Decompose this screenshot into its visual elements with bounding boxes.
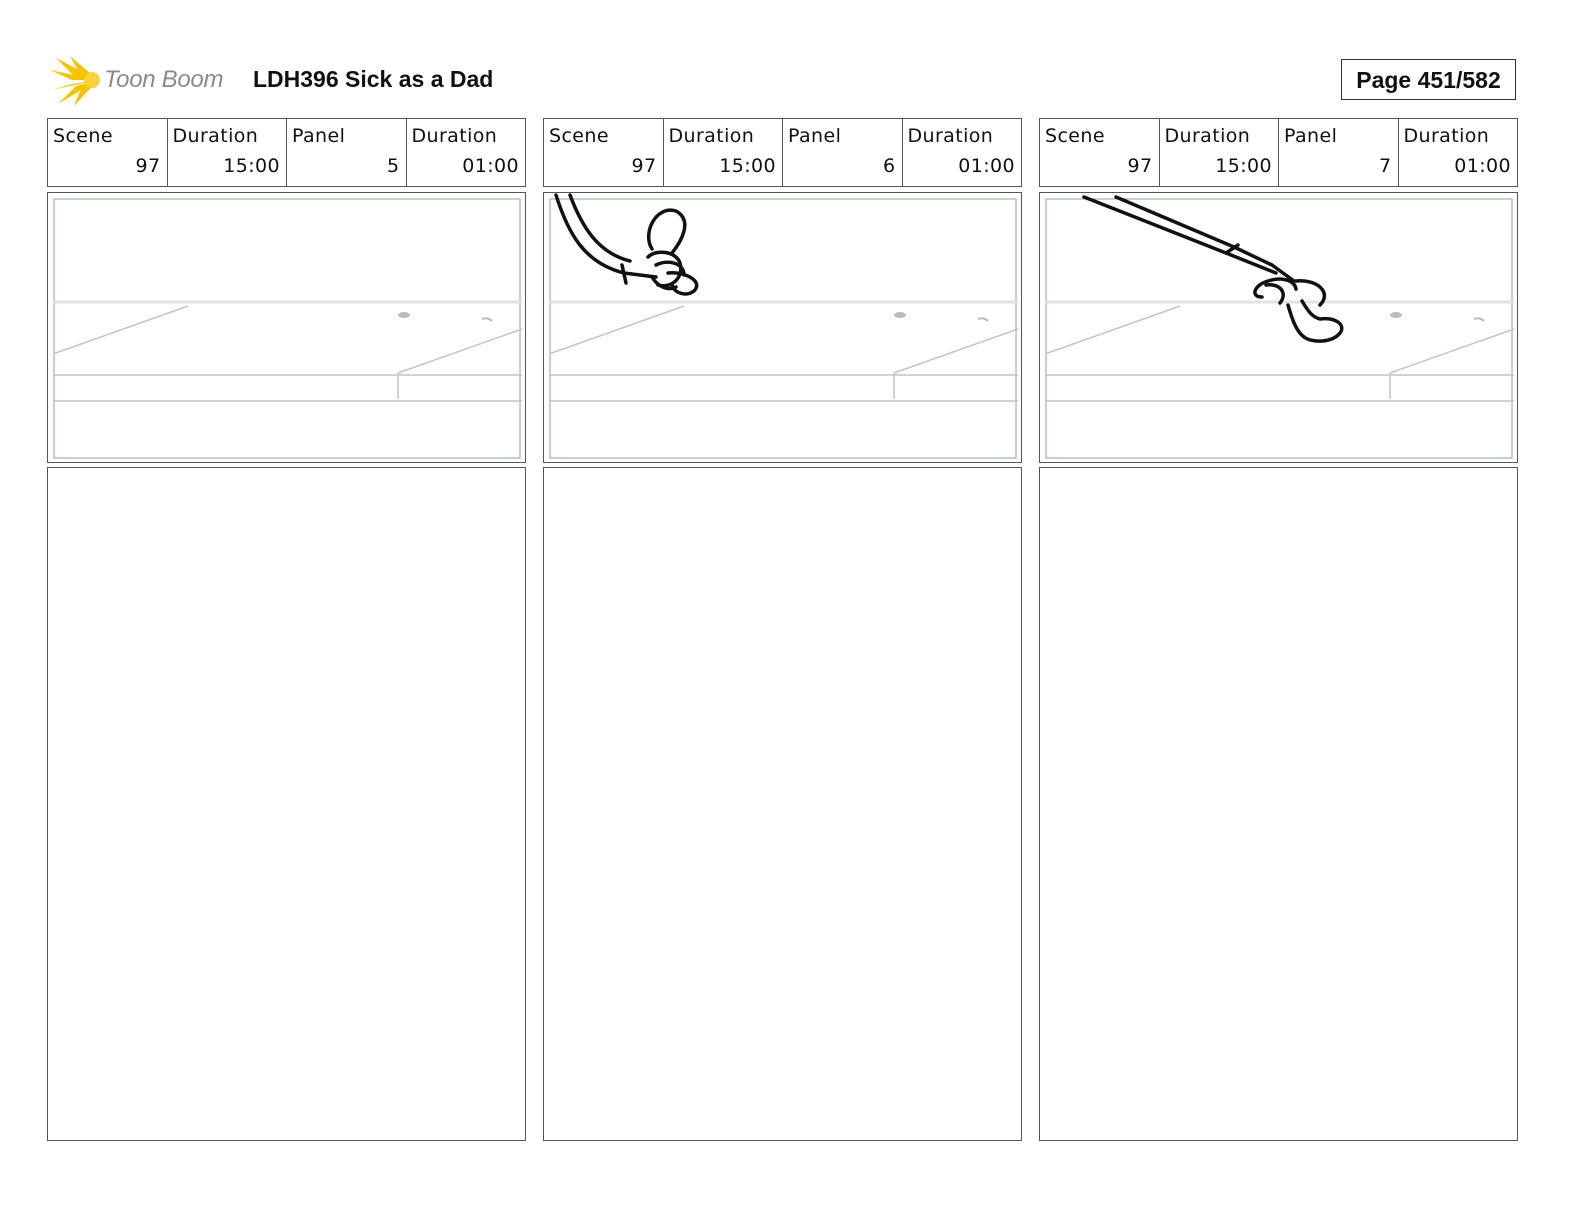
panel-duration-cell (407, 119, 526, 186)
panel-duration-label: Duration (907, 125, 994, 147)
toon-boom-logo (50, 56, 240, 106)
panel-info-bar (543, 118, 1022, 187)
scene-cell (48, 119, 168, 186)
panel-info-bar (47, 118, 526, 187)
panel-notes-area (47, 467, 526, 1141)
scene-duration-value: 15:00 (223, 155, 280, 177)
logo-text: Toon Boom (104, 66, 224, 93)
reaching-arm-drawing (1084, 197, 1342, 341)
scene-duration-cell (664, 119, 784, 186)
panel-image-frame (543, 192, 1022, 463)
panel-sketch-reaching-arm (1040, 193, 1518, 463)
panel-value: 7 (1379, 155, 1392, 177)
thumbs-up-hand-drawing (556, 195, 697, 294)
panel-value: 5 (387, 155, 400, 177)
document-title: LDH396 Sick as a Dad (253, 66, 494, 92)
scene-value: 97 (631, 155, 657, 177)
scene-cell (1040, 119, 1160, 186)
panel-cell (287, 119, 407, 186)
panel-sketch-thumbs-up-hand (544, 193, 1022, 463)
scene-duration-cell (1160, 119, 1280, 186)
panel-value: 6 (883, 155, 896, 177)
scene-duration-label: Duration (172, 125, 259, 147)
scene-label: Scene (549, 125, 609, 147)
panel-label: Panel (788, 125, 842, 147)
scene-duration-label: Duration (668, 125, 755, 147)
scene-duration-label: Duration (1164, 125, 1251, 147)
panel-cell (1279, 119, 1399, 186)
starburst-icon (50, 56, 104, 106)
panel-duration-label: Duration (411, 125, 498, 147)
scene-duration-value: 15:00 (1215, 155, 1272, 177)
panel-duration-cell (1399, 119, 1518, 186)
panel-duration-label: Duration (1403, 125, 1490, 147)
page-number: Page 451/582 (1341, 59, 1516, 100)
panel-image-frame (47, 192, 526, 463)
scene-duration-value: 15:00 (719, 155, 776, 177)
scene-label: Scene (1045, 125, 1105, 147)
scene-value: 97 (1127, 155, 1153, 177)
scene-label: Scene (53, 125, 113, 147)
scene-duration-cell (168, 119, 288, 186)
scene-cell (544, 119, 664, 186)
panel-label: Panel (292, 125, 346, 147)
panel-cell (783, 119, 903, 186)
panel-duration-value: 01:00 (1454, 155, 1511, 177)
panel-duration-cell (903, 119, 1022, 186)
panel-image-frame (1039, 192, 1518, 463)
scene-value: 97 (135, 155, 161, 177)
panel-info-bar (1039, 118, 1518, 187)
panel-duration-value: 01:00 (462, 155, 519, 177)
panel-label: Panel (1284, 125, 1338, 147)
panel-notes-area (1039, 467, 1518, 1141)
panel-notes-area (543, 467, 1022, 1141)
panel-duration-value: 01:00 (958, 155, 1015, 177)
panel-sketch-empty-stage (48, 193, 526, 463)
